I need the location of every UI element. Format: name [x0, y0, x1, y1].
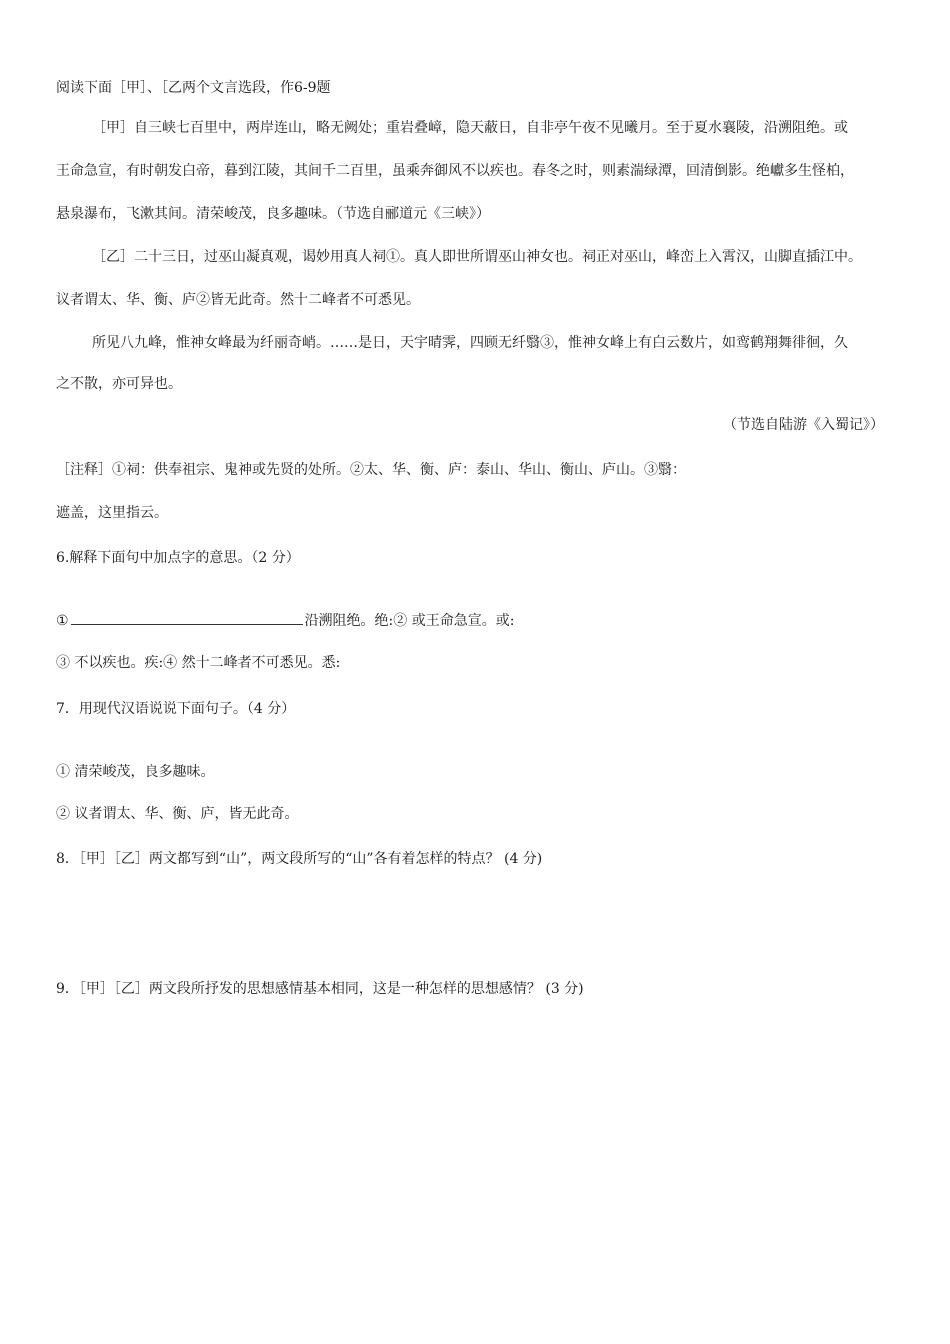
question-7-title: 7．用现代汉语说说下面句子。（4 分）: [56, 701, 296, 717]
passage-jia-line-1: ［甲］自三峡七百里中，两岸连山，略无阙处；重岩叠嶂，隐天蔽日，自非亭午夜不见曦月。至于夏水襄陵，沿溯阻绝。或: [92, 120, 848, 136]
question-6-line-1-text: 沿溯阻绝。绝:② 或王命急宣。或:: [304, 613, 515, 629]
passage-yi-line-4: 之不散，亦可异也。: [56, 376, 182, 392]
passage-yi-line-3: 所见八九峰，惟神女峰最为纤丽奇峭。……是日，天宇晴霁，四顾无纤翳③，惟神女峰上有白云数片，如鸾鹤翔舞徘徊，久: [92, 335, 848, 351]
passage-jia-line-3: 悬泉瀑布，飞漱其间。清荣峻茂，良多趣味。（节选自郦道元《三峡》）: [56, 206, 490, 222]
question-9: 9．［甲］［乙］两文段所抒发的思想感情基本相同，这是一种怎样的思想感情？ (3 分): [56, 981, 584, 997]
question-7-item-1: ① 清荣峻茂，良多趣味。: [56, 764, 215, 780]
answer-blank[interactable]: [71, 610, 303, 625]
intro-line: 阅读下面［甲］、［乙两个文言选段，作6-9题: [56, 80, 331, 96]
question-6-line-2: ③ 不以疾也。疾:④ 然十二峰者不可悉见。悉:: [56, 655, 341, 671]
question-6-title: 6.解释下面句中加点字的意思。（2 分）: [56, 550, 300, 566]
passage-yi-source: （节选自陆游《入蜀记》）: [723, 417, 884, 433]
annotation-line-1: ［注释］①祠：供奉祖宗、鬼神或先贤的处所。②太、华、衡、庐：泰山、华山、衡山、庐山。③翳：: [56, 462, 686, 478]
question-6-line-1: [56, 610, 904, 631]
annotation-line-2: 遮盖，这里指云。: [56, 505, 168, 521]
passage-yi-line-1: ［乙］二十三日，过巫山凝真观，谒妙用真人祠①。真人即世所谓巫山神女也。祠正对巫山，峰峦上入霄汉，山脚直插江中。: [92, 249, 862, 265]
passage-jia-line-2: 王命急宣，有时朝发白帝，暮到江陵，其间千二百里，虽乘奔御风不以疾也。春冬之时，则素湍绿潭，回清倒影。绝巘多生怪柏，: [56, 163, 854, 179]
question-8: 8．［甲］［乙］两文都写到“山”，两文段所写的“山”各有着怎样的特点？ (4 分): [56, 851, 543, 867]
question-7-item-2: ② 议者谓太、华、衡、庐，皆无此奇。: [56, 806, 299, 822]
passage-yi-line-2: 议者谓太、华、衡、庐②皆无此奇。然十二峰者不可悉见。: [56, 292, 420, 308]
question-6-marker: ①: [56, 613, 69, 629]
